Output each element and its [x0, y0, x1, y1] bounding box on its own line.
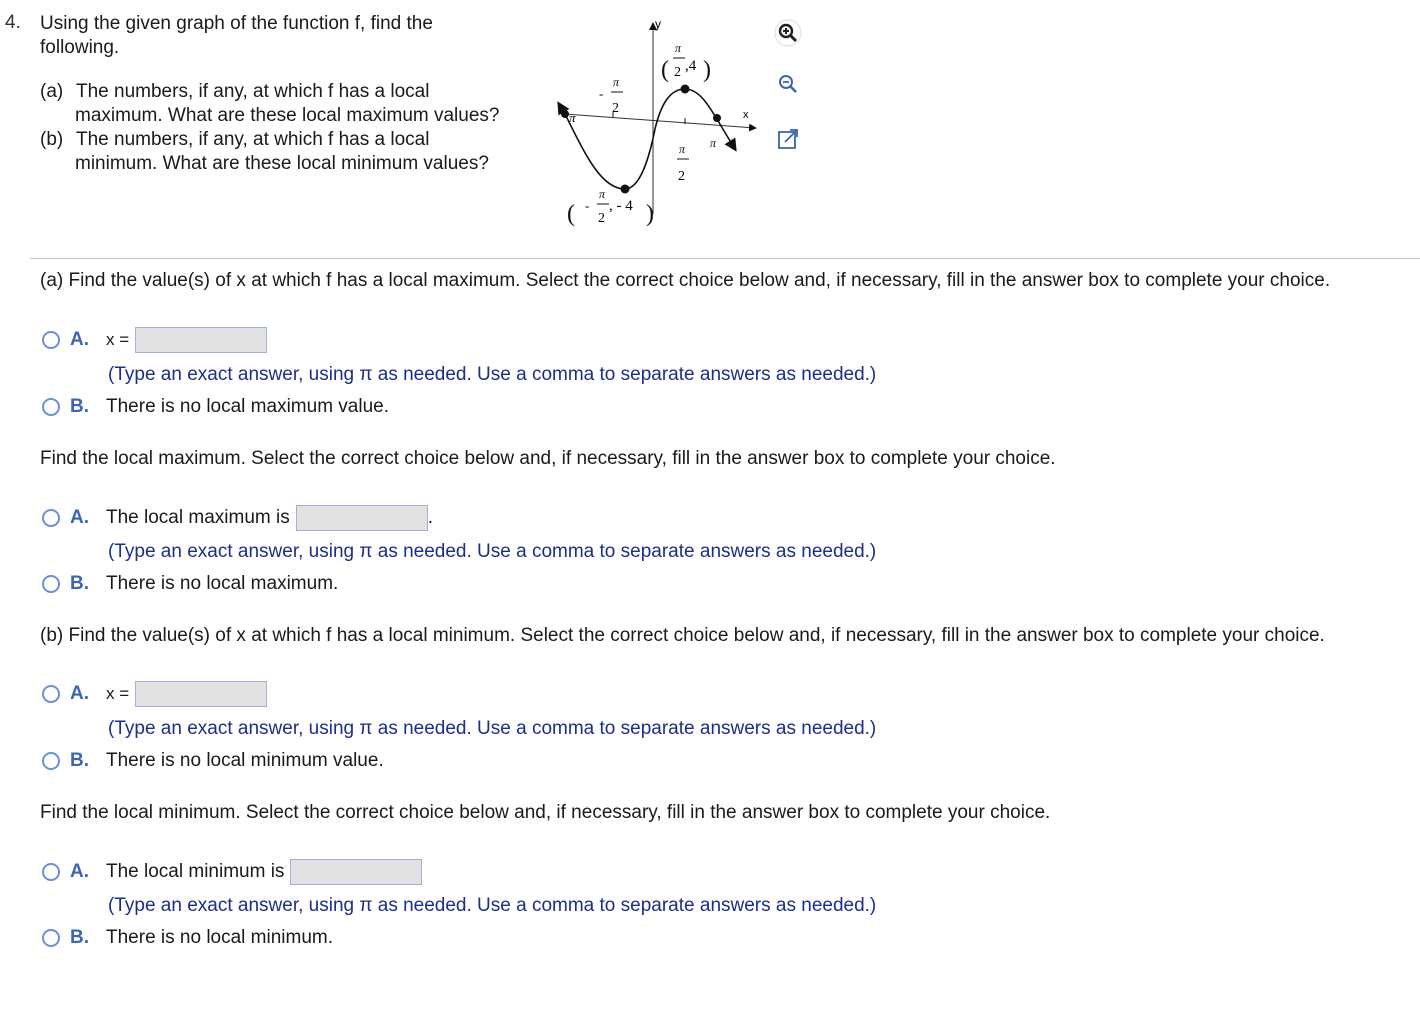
answer-hint: (Type an exact answer, using π as needed. Use a comma to separate answers as needed.) [108, 364, 877, 385]
tick-label-neg-half-pi-num: π [613, 75, 620, 89]
right-intercept [713, 114, 721, 122]
answer-input-min-value[interactable] [290, 859, 422, 885]
part-b-line2: minimum. What are these local minimum values? [75, 153, 489, 174]
radio-a-min-x[interactable] [42, 685, 60, 703]
function-graph [545, 14, 765, 229]
choice-text: There is no local minimum. [106, 927, 334, 948]
part-b-line1: The numbers, if any, at which f has a local [76, 129, 430, 150]
choice-a-max-value[interactable] [42, 505, 433, 531]
popout-icon[interactable] [774, 125, 802, 153]
radio-b-max-x[interactable] [42, 398, 60, 416]
choice-text: There is no local minimum value. [106, 750, 384, 771]
question-text-line1: Using the given graph of the function f, find the [40, 13, 433, 34]
choice-letter: A. [70, 329, 89, 350]
min-point [621, 185, 630, 194]
max-label-y: ,4 [685, 58, 697, 74]
choice-letter: A. [70, 683, 89, 704]
max-label-close-paren: ) [703, 57, 711, 83]
choice-letter: B. [70, 396, 89, 417]
radio-b-max-value[interactable] [42, 575, 60, 593]
min-label-num: π [599, 187, 606, 201]
x-axis [565, 114, 755, 128]
y-axis-label: y [655, 17, 661, 31]
choice-suffix: . [427, 507, 433, 528]
zoom-in-icon[interactable] [774, 19, 802, 47]
choice-b-min-x[interactable] [42, 748, 384, 774]
choice-b-min-value[interactable] [42, 925, 333, 951]
part-a-label: (a) [40, 81, 64, 102]
choice-letter: A. [70, 861, 89, 882]
min-label-neg: - [585, 198, 590, 213]
choice-letter: B. [70, 750, 89, 771]
min-label-open-paren: ( [567, 201, 575, 227]
section-a-max-x-prompt: (a) Find the value(s) of x at which f has a local maximum. Select the correct choice below and, if necessary, fill in the answer box to complete your choice. [40, 270, 1331, 291]
choice-text: x = [106, 684, 130, 703]
part-a-line2: maximum. What are these local maximum values? [75, 105, 500, 126]
choice-letter: A. [70, 507, 89, 528]
min-label-den: 2 [598, 211, 605, 226]
radio-a-min-value[interactable] [42, 863, 60, 881]
section-divider [30, 258, 1420, 259]
section-a-max-value-prompt: Find the local maximum. Select the correct choice below and, if necessary, fill in the answer box to complete your choice. [40, 448, 1056, 469]
part-a-description [40, 80, 499, 128]
question-number: 4. [5, 12, 21, 33]
section-b-min-x-prompt: (b) Find the value(s) of x at which f has a local minimum. Select the correct choice below and, if necessary, fill in the answer box to complete your choice. [40, 625, 1325, 646]
choice-letter: B. [70, 573, 89, 594]
radio-a-max-x[interactable] [42, 331, 60, 349]
choice-b-max-value[interactable] [42, 571, 338, 597]
tick-label-neg-half-pi-minus: - [599, 86, 604, 101]
answer-input-max-x[interactable] [135, 327, 267, 353]
choice-text: There is no local maximum. [106, 573, 339, 594]
choice-a-max-x[interactable] [42, 327, 267, 353]
max-point [681, 85, 690, 94]
radio-a-max-value[interactable] [42, 509, 60, 527]
part-b-description [40, 128, 489, 176]
max-label-den: 2 [674, 65, 681, 80]
answer-input-max-value[interactable] [296, 505, 428, 531]
part-a-line1: The numbers, if any, at which f has a local [76, 81, 430, 102]
section-b-min-value-prompt: Find the local minimum. Select the correct choice below and, if necessary, fill in the answer box to complete your choice. [40, 802, 1051, 823]
zoom-out-icon[interactable] [774, 70, 802, 98]
choice-letter: B. [70, 927, 89, 948]
tick-label-neg-pi-symbol: π [569, 110, 576, 125]
tick-label-neg-half-pi-den: 2 [612, 101, 619, 116]
choice-text: The local minimum is [106, 861, 285, 882]
max-label-open-paren: ( [661, 57, 669, 83]
answer-hint: (Type an exact answer, using π as needed. Use a comma to separate answers as needed.) [108, 541, 877, 562]
answer-hint: (Type an exact answer, using π as needed. Use a comma to separate answers as needed.) [108, 718, 877, 739]
radio-b-min-value[interactable] [42, 929, 60, 947]
choice-text: x = [106, 330, 130, 349]
max-label-num: π [675, 41, 682, 55]
part-b-label: (b) [40, 129, 64, 150]
min-label-close-paren: ) [646, 201, 654, 227]
tick-label-half-pi-den: 2 [678, 169, 685, 184]
tick-label-half-pi-num: π [679, 142, 686, 156]
question-text [40, 12, 433, 60]
choice-a-min-x[interactable] [42, 681, 267, 707]
choice-text: There is no local maximum value. [106, 396, 389, 417]
min-label-y: , - 4 [609, 198, 633, 214]
choice-a-min-value[interactable] [42, 859, 422, 885]
answer-hint: (Type an exact answer, using π as needed. Use a comma to separate answers as needed.) [108, 895, 877, 916]
radio-b-min-x[interactable] [42, 752, 60, 770]
left-intercept [561, 110, 569, 118]
question-text-line2: following. [40, 37, 120, 58]
answer-input-min-x[interactable] [135, 681, 267, 707]
choice-b-max-x[interactable] [42, 394, 389, 420]
tick-label-pi: π [710, 136, 717, 150]
choice-text: The local maximum is [106, 507, 290, 528]
x-axis-label: x [743, 109, 749, 121]
